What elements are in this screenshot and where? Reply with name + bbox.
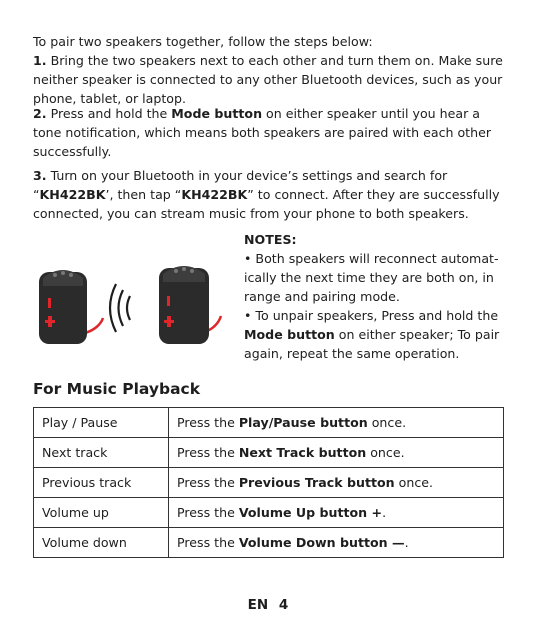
- note-item-2-mode-button: Mode button: [244, 327, 335, 342]
- page-number: 4: [278, 597, 289, 613]
- note-item-2-post: on either speaker; To pair again, repeat the same operation.: [244, 327, 500, 361]
- instruction-pre: Press the: [177, 475, 239, 490]
- instruction-button-name: Volume Up button +: [238, 505, 383, 520]
- step-3-part2: ’, then tap “: [105, 187, 182, 202]
- step-1-text: Bring the two speakers next to each other and turn them on. Make sure neither speaker is connected to any other Bluetooth devices, such as your phone, tablet, or laptop.: [33, 53, 503, 106]
- action-cell: Play / Pause: [34, 408, 169, 438]
- step-3-part1: Turn on your Bluetooth in your device’s settings and search for “: [33, 168, 448, 202]
- speaker-left-icon: [39, 270, 103, 344]
- action-cell: Volume down: [34, 528, 169, 558]
- table-row: [34, 468, 504, 498]
- notes-box: [244, 230, 509, 363]
- instruction-post: once.: [367, 415, 407, 430]
- step-3-number: 3.: [33, 168, 47, 183]
- instruction-button-name: Next Track button: [238, 445, 367, 460]
- table-row: [34, 438, 504, 468]
- step-2-number: 2.: [33, 106, 47, 121]
- footer-language: EN: [247, 597, 269, 613]
- instruction-pre: Press the: [177, 445, 239, 460]
- action-cell: Volume up: [34, 498, 169, 528]
- action-cell: Next track: [34, 438, 169, 468]
- speaker-right-icon: [159, 266, 221, 344]
- instruction-cell: [169, 438, 504, 468]
- step-3-device-name-2: KH422BK: [181, 187, 248, 202]
- action-cell: Previous track: [34, 468, 169, 498]
- step-2-pre: Press and hold the: [46, 106, 172, 121]
- instruction-button-name: Volume Down button —: [238, 535, 405, 550]
- note-item-2-pre: • To unpair speakers, Press and hold the: [244, 308, 499, 323]
- section-title: For Music Playback: [33, 380, 201, 398]
- instruction-pre: Press the: [177, 505, 239, 520]
- instruction-post: .: [404, 535, 409, 550]
- step-1: [33, 51, 507, 108]
- instruction-pre: Press the: [177, 415, 239, 430]
- step-3-part3: ” to connect. After they are successfully connected, you can stream music from your phone to both speakers.: [33, 187, 500, 221]
- instruction-pre: Press the: [177, 535, 239, 550]
- instruction-cell: [169, 468, 504, 498]
- speakers-illustration: [33, 258, 233, 350]
- instruction-cell: [169, 408, 504, 438]
- step-2-post: on either speaker until you hear a tone notification, which means both speakers are paired with each other successfully.: [33, 106, 492, 159]
- instruction-button-name: Previous Track button: [238, 475, 395, 490]
- note-item-1: • Both speakers will reconnect automat-ically the next time they are both on, in range and pairing mode.: [244, 251, 499, 304]
- instruction-button-name: Play/Pause button: [238, 415, 368, 430]
- step-3-device-name-1: KH422BK: [39, 187, 106, 202]
- step-2: [33, 104, 507, 161]
- instruction-post: once.: [394, 475, 433, 490]
- page-footer: [0, 597, 536, 613]
- table-row: [34, 528, 504, 558]
- notes-title: NOTES:: [244, 232, 297, 247]
- instruction-cell: [169, 498, 504, 528]
- table-row: [34, 498, 504, 528]
- intro-text: To pair two speakers together, follow the steps below:: [33, 34, 373, 49]
- wireless-signal-icon: [110, 284, 130, 332]
- note-item-2: [244, 306, 509, 363]
- table-row: [34, 408, 504, 438]
- step-2-mode-button: Mode button: [171, 106, 263, 121]
- step-3: [33, 166, 507, 223]
- instruction-cell: [169, 528, 504, 558]
- step-1-number: 1.: [33, 53, 47, 68]
- instruction-post: .: [382, 505, 387, 520]
- instruction-post: once.: [366, 445, 405, 460]
- playback-table: [33, 407, 504, 558]
